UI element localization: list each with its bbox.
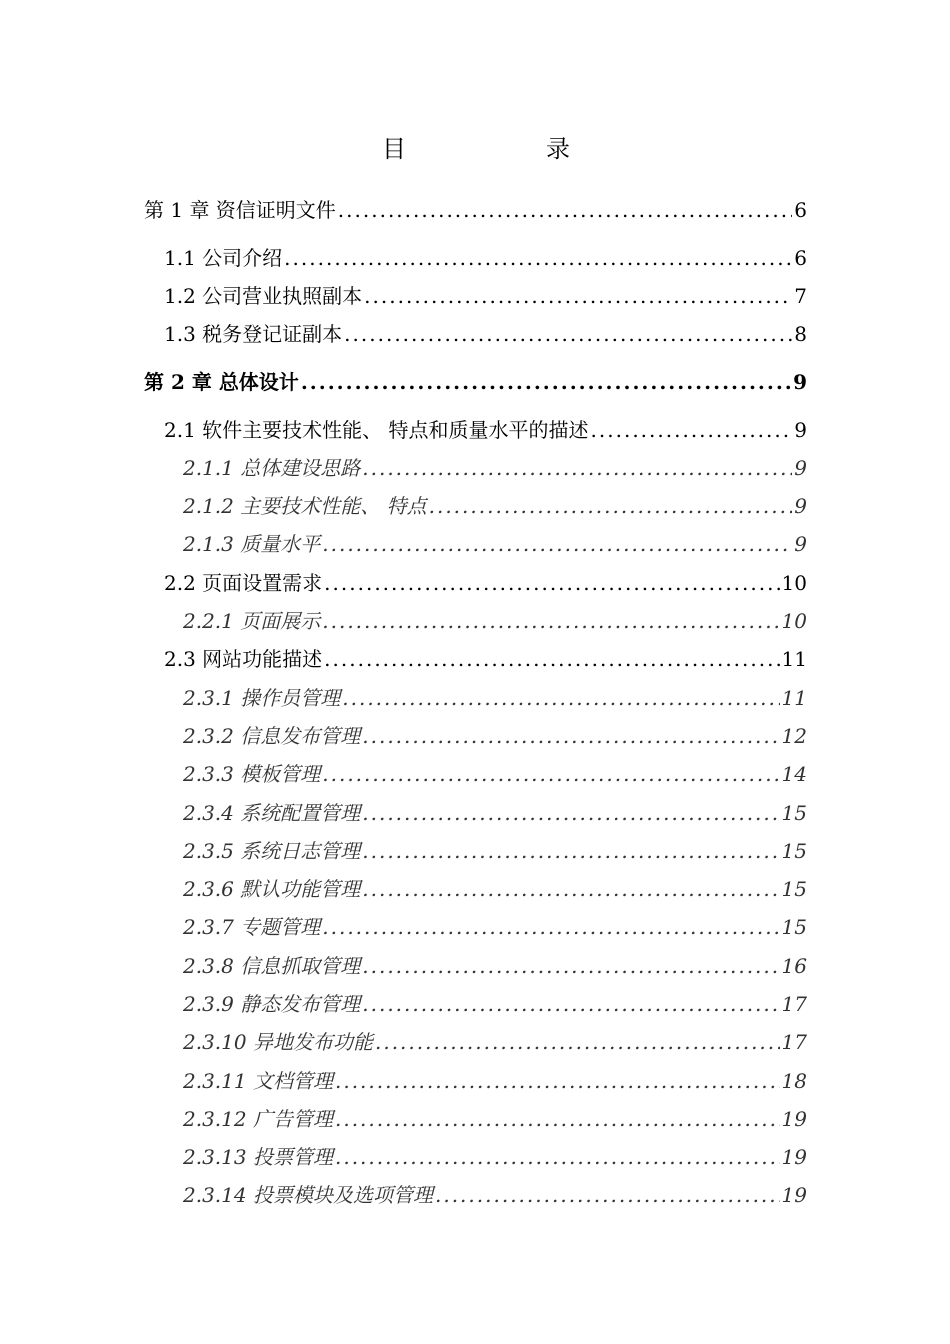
toc-entry-title: 总体设计 bbox=[218, 370, 299, 394]
toc-entry-page: 15 bbox=[781, 877, 807, 901]
toc-entry-page: 15 bbox=[781, 801, 807, 825]
toc-entry-page: 9 bbox=[793, 370, 807, 394]
toc-entry-page: 11 bbox=[781, 647, 807, 671]
toc-entry-page: 19 bbox=[781, 1145, 807, 1169]
toc-title bbox=[0, 132, 950, 166]
toc-leader-dots bbox=[335, 1067, 780, 1095]
toc-leader-dots bbox=[591, 416, 793, 444]
toc-entry-2-3-5[interactable] bbox=[183, 837, 807, 865]
toc-entry-title: 网站功能描述 bbox=[202, 647, 323, 671]
toc-entry-2-2[interactable] bbox=[164, 569, 807, 597]
toc-entry-number: 2.3.8 bbox=[183, 954, 241, 978]
toc-leader-dots bbox=[362, 799, 779, 827]
toc-leader-dots bbox=[362, 722, 779, 750]
toc-entry-number: 2.3.2 bbox=[183, 724, 241, 748]
toc-entry-1-2[interactable] bbox=[164, 282, 807, 310]
toc-leader-dots bbox=[322, 607, 779, 635]
toc-entry-2-3-6[interactable] bbox=[183, 875, 807, 903]
toc-entry-page: 15 bbox=[781, 915, 807, 939]
toc-leader-dots bbox=[362, 454, 792, 482]
toc-entry-page: 14 bbox=[781, 762, 807, 786]
toc-entry-2-1-3[interactable] bbox=[183, 530, 807, 558]
toc-leader-dots bbox=[429, 492, 793, 520]
toc-entry-number: 第 2 章 bbox=[144, 370, 219, 394]
toc-entry-number: 2.3.5 bbox=[183, 839, 241, 863]
toc-entry-title: 默认功能管理 bbox=[240, 877, 361, 901]
toc-entry-title: 页面展示 bbox=[240, 609, 321, 633]
toc-leader-dots bbox=[362, 875, 779, 903]
toc-entry-title: 异地发布功能 bbox=[252, 1030, 373, 1054]
toc-entry-title: 主要技术性能、 特点 bbox=[240, 494, 427, 518]
toc-entry-2-3-13[interactable] bbox=[183, 1143, 807, 1171]
toc-entry-title: 模板管理 bbox=[240, 762, 321, 786]
toc-title-right: 录 bbox=[546, 135, 570, 163]
toc-entry-title: 文档管理 bbox=[252, 1069, 333, 1093]
toc-entry-page: 6 bbox=[794, 246, 807, 270]
toc-entry-1-3[interactable] bbox=[164, 320, 807, 348]
toc-entry-page: 15 bbox=[781, 839, 807, 863]
toc-entry-title: 操作员管理 bbox=[240, 686, 341, 710]
toc-leader-dots bbox=[324, 569, 779, 597]
toc-entry-number: 2.1.1 bbox=[183, 456, 241, 480]
toc-entry-title: 总体建设思路 bbox=[240, 456, 361, 480]
toc-entry-2-3-7[interactable] bbox=[183, 913, 807, 941]
toc-entry-2-1-1[interactable] bbox=[183, 454, 807, 482]
toc-entry-page: 9 bbox=[794, 456, 807, 480]
toc-entry-title: 系统日志管理 bbox=[240, 839, 361, 863]
toc-leader-dots bbox=[362, 952, 779, 980]
toc-entry-chapter-2[interactable] bbox=[144, 368, 807, 396]
toc-entry-page: 16 bbox=[781, 954, 807, 978]
toc-entry-page: 18 bbox=[781, 1069, 807, 1093]
toc-entry-number: 2.3.10 bbox=[183, 1030, 253, 1054]
toc-entry-2-1[interactable] bbox=[164, 416, 807, 444]
toc-entry-number: 2.3.14 bbox=[183, 1183, 253, 1207]
toc-entry-title: 公司介绍 bbox=[202, 246, 283, 270]
toc-entry-2-3-14[interactable] bbox=[183, 1181, 807, 1209]
toc-entry-page: 19 bbox=[781, 1183, 807, 1207]
toc-entry-number: 2.3.4 bbox=[183, 801, 241, 825]
toc-entry-2-3-1[interactable] bbox=[183, 684, 807, 712]
toc-entry-page: 17 bbox=[781, 1030, 807, 1054]
toc-leader-dots bbox=[335, 1143, 780, 1171]
toc-entry-2-3-11[interactable] bbox=[183, 1067, 807, 1095]
toc-entry-number: 2.3.12 bbox=[183, 1107, 253, 1131]
toc-leader-dots bbox=[324, 645, 779, 673]
toc-entry-page: 9 bbox=[794, 532, 807, 556]
toc-entry-number: 2.3.6 bbox=[183, 877, 241, 901]
toc-entry-number: 2.3.9 bbox=[183, 992, 241, 1016]
toc-entry-title: 资信证明文件 bbox=[215, 198, 336, 222]
toc-entry-number: 2.2.1 bbox=[183, 609, 241, 633]
toc-entry-title: 广告管理 bbox=[252, 1107, 333, 1131]
toc-entry-title: 信息发布管理 bbox=[240, 724, 361, 748]
toc-entry-page: 6 bbox=[794, 198, 807, 222]
toc-entry-title: 专题管理 bbox=[240, 915, 321, 939]
toc-entry-number: 2.1.2 bbox=[183, 494, 241, 518]
toc-entry-number: 2.3.7 bbox=[183, 915, 241, 939]
toc-entry-number: 1.3 bbox=[164, 322, 203, 346]
toc-leader-dots bbox=[338, 196, 792, 224]
toc-entry-number: 2.1.3 bbox=[183, 532, 241, 556]
toc-entry-page: 19 bbox=[781, 1107, 807, 1131]
toc-entry-2-3-9[interactable] bbox=[183, 990, 807, 1018]
toc-entry-2-3-10[interactable] bbox=[183, 1028, 807, 1056]
toc-title-left: 目 bbox=[382, 135, 406, 163]
toc-leader-dots bbox=[344, 320, 792, 348]
toc-entry-title: 页面设置需求 bbox=[202, 571, 323, 595]
toc-entry-chapter-1[interactable] bbox=[144, 196, 807, 224]
toc-entry-number: 2.3.13 bbox=[183, 1145, 253, 1169]
toc-entry-page: 17 bbox=[781, 992, 807, 1016]
toc-entry-title: 系统配置管理 bbox=[240, 801, 361, 825]
toc-entry-2-3-2[interactable] bbox=[183, 722, 807, 750]
toc-entry-number: 2.3.3 bbox=[183, 762, 241, 786]
toc-entry-title: 静态发布管理 bbox=[240, 992, 361, 1016]
toc-leader-dots bbox=[322, 530, 792, 558]
toc-entry-2-3[interactable] bbox=[164, 645, 807, 673]
toc-entry-number: 2.3.11 bbox=[183, 1069, 253, 1093]
toc-leader-dots bbox=[322, 913, 779, 941]
toc-entry-page: 11 bbox=[781, 686, 807, 710]
toc-entry-page: 7 bbox=[794, 284, 807, 308]
toc-entry-page: 8 bbox=[794, 322, 807, 346]
toc-entry-title: 软件主要技术性能、 特点和质量水平的描述 bbox=[202, 418, 589, 442]
toc-entry-page: 12 bbox=[781, 724, 807, 748]
toc-leader-dots bbox=[342, 684, 779, 712]
toc-entry-title: 公司营业执照副本 bbox=[202, 284, 363, 308]
toc-leader-dots bbox=[284, 244, 792, 272]
toc-entry-number: 2.1 bbox=[164, 418, 203, 442]
toc-leader-dots bbox=[335, 1105, 780, 1133]
toc-entry-2-2-1[interactable] bbox=[183, 607, 807, 635]
toc-entry-2-3-8[interactable] bbox=[183, 952, 807, 980]
toc-leader-dots bbox=[364, 282, 792, 310]
toc-leader-dots bbox=[322, 760, 779, 788]
toc-leader-dots bbox=[362, 837, 779, 865]
toc-entry-title: 税务登记证副本 bbox=[202, 322, 343, 346]
toc-entry-number: 2.3.1 bbox=[183, 686, 241, 710]
toc-entry-page: 9 bbox=[794, 418, 807, 442]
toc-entry-number: 1.2 bbox=[164, 284, 203, 308]
toc-entry-page: 10 bbox=[781, 609, 807, 633]
toc-entry-number: 第 1 章 bbox=[144, 198, 216, 222]
toc-entry-2-1-2[interactable] bbox=[183, 492, 807, 520]
toc-entry-title: 投票模块及选项管理 bbox=[252, 1183, 433, 1207]
toc-entry-2-3-3[interactable] bbox=[183, 760, 807, 788]
toc-entry-page: 9 bbox=[794, 494, 807, 518]
toc-entry-2-3-12[interactable] bbox=[183, 1105, 807, 1133]
toc-entry-number: 2.2 bbox=[164, 571, 203, 595]
toc-entry-2-3-4[interactable] bbox=[183, 799, 807, 827]
toc-entry-page: 10 bbox=[781, 571, 807, 595]
toc-leader-dots bbox=[435, 1181, 780, 1209]
toc-entry-title: 信息抓取管理 bbox=[240, 954, 361, 978]
toc-leader-dots bbox=[301, 368, 791, 396]
toc-entry-title: 质量水平 bbox=[240, 532, 321, 556]
toc-leader-dots bbox=[362, 990, 779, 1018]
toc-entry-1-1[interactable] bbox=[164, 244, 807, 272]
toc-entry-number: 2.3 bbox=[164, 647, 203, 671]
toc-leader-dots bbox=[375, 1028, 780, 1056]
toc-entry-number: 1.1 bbox=[164, 246, 203, 270]
toc-entry-title: 投票管理 bbox=[252, 1145, 333, 1169]
